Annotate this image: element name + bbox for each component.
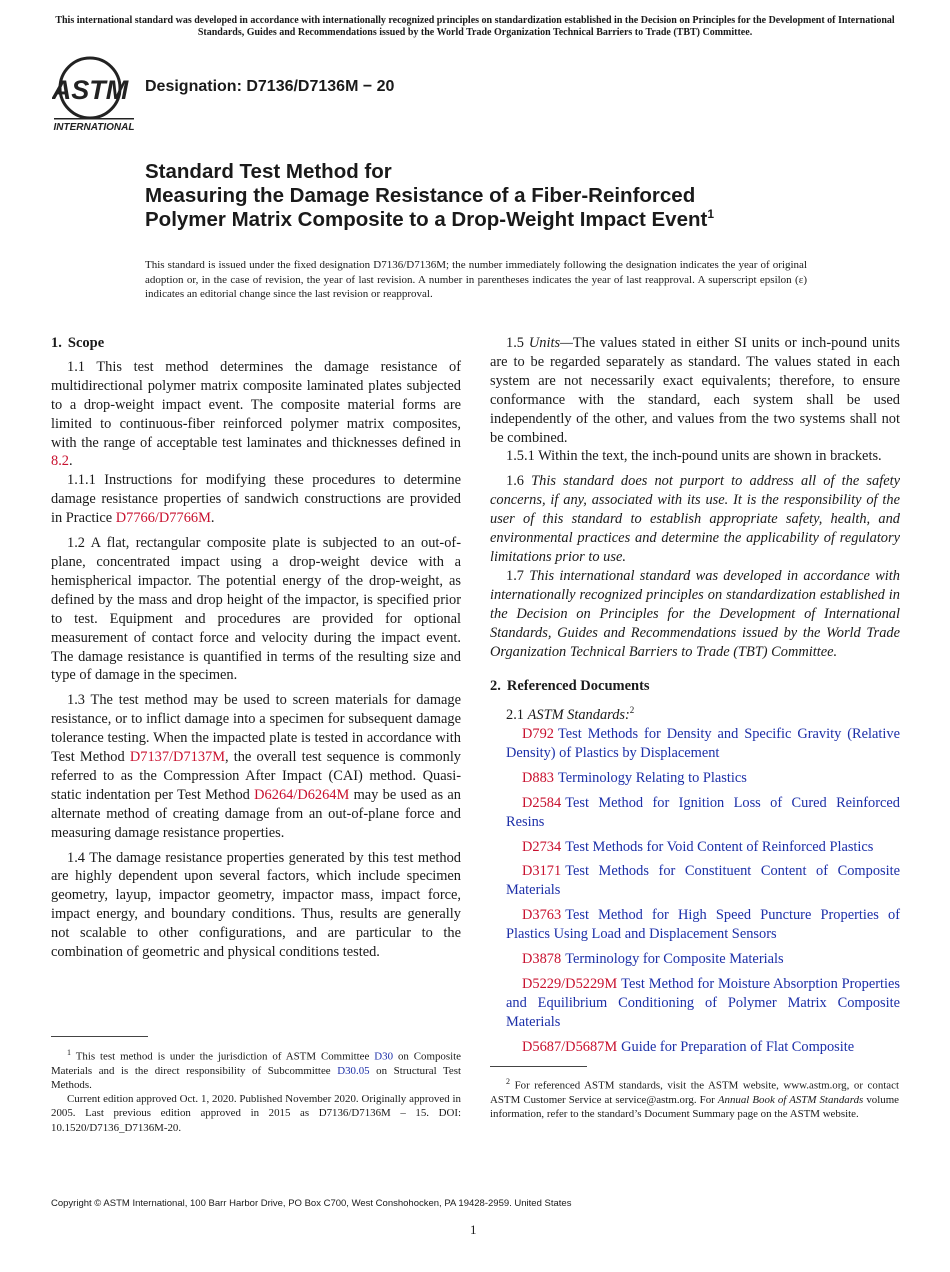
para-1-5-lead: 1.5 xyxy=(506,335,529,351)
wto-notice: This international standard was developed in accordance with internationally recognized principles on standardization established in the Decision on Principles for the Development of International Standards, Guides and Recommendations issued by the World Trade Organization Technical Barriers to Trade (TBT) Committee. xyxy=(55,15,895,38)
reference-title-link[interactable]: Test Methods for Void Content of Reinforced Plastics xyxy=(565,838,874,855)
logo-subtitle: INTERNATIONAL xyxy=(53,122,135,133)
para-1-4: 1.4 The damage resistance properties generated by this test method are highly dependent upon several factors, which include specimen geometry, layup, impactor geometry, impactor mass, impact force, impact energy, and boundary conditions. Thus, results are generally not scalable to other configurations, and are particular to the combination of geometric and physical conditions tested. xyxy=(51,849,461,961)
reference-standard-link[interactable]: D2734 xyxy=(522,838,562,855)
para-1-6 xyxy=(490,472,900,567)
left-column xyxy=(51,334,461,968)
footnote-2-para xyxy=(490,1075,899,1121)
reference-title-link[interactable]: Test Methods for Density and Specific Gravity (Relative Density) of Plastics by Displacement xyxy=(506,726,900,761)
footnote-1-edition: Current edition approved Oct. 1, 2020. Published November 2020. Originally approved in 2005. Last previous edition approved in 2015 as D7136/D7136M – 15. DOI: 10.1520/D7136_D7136M-20. xyxy=(51,1093,461,1134)
para-1-1-1-text: 1.1.1 Instructions for modifying these procedures to determine damage resistance properties of sandwich constructions are provided in Practice xyxy=(51,472,461,527)
link-d30[interactable]: D30 xyxy=(374,1050,394,1063)
footnote-rule-left xyxy=(51,1036,148,1037)
footnote-2 xyxy=(490,1075,899,1121)
reference-title-link[interactable]: Test Method for High Speed Puncture Properties of Plastics Using Load and Displacement Sensors xyxy=(506,907,900,943)
reference-item xyxy=(490,862,900,900)
para-1-1-text: 1.1 This test method determines the damage resistance of multidirectional polymer matrix composite laminated plates subjected to a drop-weight impact event. The composite material forms are limited to continuous-fiber reinforced polymer matrix composites, with the range of acceptable test laminates and thicknesses defined in xyxy=(51,358,461,451)
reference-item xyxy=(490,725,900,763)
logo-letters: ASTM xyxy=(52,75,129,105)
para-1-1 xyxy=(51,358,461,471)
para-2-1 xyxy=(490,701,900,725)
reference-list xyxy=(490,725,900,1057)
link-8-2[interactable]: 8.2 xyxy=(51,453,69,470)
para-1-6-lead: 1.6 xyxy=(506,473,532,490)
reference-standard-link[interactable]: D792 xyxy=(522,726,554,743)
title-line-1: Standard Test Method for xyxy=(145,160,392,183)
para-1-7-text: This international standard was developed in accordance with internationally recognized principles on standardization established in the Decision on Principles for the Development of International Standards, Guides and Recommendations issued by the World Trade Organization Technical Barriers to Trade (TBT) Committee. xyxy=(490,567,900,660)
para-1-3-c: may be used as an alternate method of creating damage from an out-of-plane force and measuring damage resistance properties. xyxy=(51,786,461,841)
para-2-1-mark: 2 xyxy=(629,705,635,716)
link-d7137[interactable]: D7137/D7137M xyxy=(129,749,226,766)
reference-standard-link[interactable]: D2584 xyxy=(522,794,562,811)
reference-item xyxy=(490,1038,900,1057)
reference-standard-link[interactable]: D883 xyxy=(522,769,554,786)
para-1-1-1-end: . xyxy=(210,510,215,527)
astm-logo xyxy=(52,56,136,134)
reference-item xyxy=(490,975,900,1032)
reference-standard-link[interactable]: D3763 xyxy=(522,907,562,924)
footnote-1-b: on Composite Materials and is the direct responsibility of Subcommittee xyxy=(51,1050,461,1077)
scope-heading xyxy=(51,334,461,353)
reference-item xyxy=(490,838,900,857)
refdocs-heading xyxy=(490,677,900,696)
para-1-1-end: . xyxy=(69,453,73,470)
reference-standard-link[interactable]: D3878 xyxy=(522,951,562,968)
reference-title-link[interactable]: Test Method for Ignition Loss of Cured Reinforced Resins xyxy=(506,794,900,830)
link-d30-05[interactable]: D30.05 xyxy=(337,1064,370,1077)
footnote-1 xyxy=(51,1046,461,1135)
refdocs-heading-text: Referenced Documents xyxy=(506,678,650,695)
para-1-3-b: , the overall test sequence is commonly referred to as the Compression After Impact (CAI) method. Quasi-static indentation per Test Method xyxy=(51,749,462,803)
para-1-3 xyxy=(51,691,461,842)
para-1-1-1 xyxy=(51,471,461,528)
issuance-statement: This standard is issued under the fixed designation D7136/D7136M; the number immediately following the designation indicates the year of original adoption or, in the case of revision, the year of last revision. A number in parentheses indicates the year of last reapproval. A superscript epsilon (ε) indicates an editorial change since the last revision or reapproval. xyxy=(145,259,807,300)
reference-title-link[interactable]: Test Methods for Constituent Content of Composite Materials xyxy=(506,863,900,899)
footnote-2-a: For referenced ASTM standards, visit the ASTM website, www.astm.org, or contact ASTM Customer Service at service@astm.org. For xyxy=(490,1079,899,1106)
page-number: 1 xyxy=(470,1222,477,1237)
reference-item xyxy=(490,794,900,832)
link-d6264[interactable]: D6264/D6264M xyxy=(254,786,350,803)
footnote-1-a: This test method is under the jurisdiction of ASTM Committee xyxy=(71,1050,375,1063)
reference-title-link[interactable]: Guide for Preparation of Flat Composite xyxy=(621,1038,855,1055)
copyright-line: Copyright © ASTM International, 100 Barr Harbor Drive, PO Box C700, West Conshohocken, PA 19428-2959. United States xyxy=(51,1198,572,1209)
title-line-3 xyxy=(145,208,845,232)
refdocs-number: 2. xyxy=(490,678,501,695)
footnote-1-mark: 1 xyxy=(67,1048,71,1057)
title-line-3-text: Polymer Matrix Composite to a Drop-Weight Impact Event xyxy=(145,208,708,231)
scope-heading-text: Scope xyxy=(67,335,105,351)
reference-title-link[interactable]: Terminology Relating to Plastics xyxy=(557,769,747,786)
title-line-2: Measuring the Damage Resistance of a Fiber-Reinforced xyxy=(145,184,696,207)
scope-number: 1. xyxy=(51,335,62,351)
para-2-1-label: ASTM Standards: xyxy=(527,707,630,724)
para-1-3-a: 1.3 The test method may be used to screen materials for damage resistance, or to inflict damage into a specimen for subsequent damage tolerance testing. When the impacted plate is tested in accordance with Test Method xyxy=(51,692,461,766)
reference-item xyxy=(490,906,900,944)
para-1-5 xyxy=(490,334,900,447)
para-1-2: 1.2 A flat, rectangular composite plate is subjected to an out-of-plane, concentrated impact using a drop-weight device with a hemispherical impactor. The potential energy of the drop-weight, as defined by the mass and drop height of the impactor, is specified prior to test. Equipment and procedures are provided for optional measurement of contact force and velocity during the impact event. The damage resistance is quantified in terms of the resulting size and type of damage in the specimen. xyxy=(51,535,461,684)
reference-title-link[interactable]: Terminology for Composite Materials xyxy=(565,951,784,968)
footnote-1-para xyxy=(51,1046,461,1092)
reference-item xyxy=(490,950,900,969)
footnote-rule-right xyxy=(490,1066,587,1067)
reference-item xyxy=(490,769,900,788)
reference-title-link[interactable]: Test Method for Moisture Absorption Properties and Equilibrium Conditioning of Polymer Matrix Composite Materials xyxy=(506,975,900,1030)
reference-standard-link[interactable]: D5687/D5687M xyxy=(522,1038,618,1055)
para-1-7 xyxy=(490,567,900,662)
reference-standard-link[interactable]: D5229/D5229M xyxy=(522,975,618,992)
footnote-2-italic: Annual Book of ASTM Standards xyxy=(717,1093,864,1106)
para-1-5-text: The values stated in either SI units or inch-pound units are to be regarded separately as standard. The values stated in each system are not necessarily exact equivalents; therefore, to ensure conformance with the standard, each system shall be used independently of the other, and values from the two systems shall not be combined. xyxy=(490,335,900,446)
document-title xyxy=(145,160,845,232)
footnote-1-c: on Structural Test Methods. xyxy=(51,1064,461,1092)
footnote-2-b: volume information, refer to the standard’s Document Summary page on the ASTM website. xyxy=(490,1093,900,1121)
designation: Designation: D7136/D7136M − 20 xyxy=(145,78,395,95)
para-1-7-lead: 1.7 xyxy=(506,567,530,584)
footnote-2-mark: 2 xyxy=(506,1077,510,1086)
right-column xyxy=(490,334,900,1063)
para-1-5-label: Units— xyxy=(528,335,573,351)
para-1-5-1: 1.5.1 Within the text, the inch-pound units are shown in brackets. xyxy=(506,448,882,465)
title-footnote-mark: 1 xyxy=(707,207,715,222)
reference-standard-link[interactable]: D3171 xyxy=(522,863,562,880)
para-1-6-text: This standard does not purport to address all of the safety concerns, if any, associated with its use. It is the responsibility of the user of this standard to establish appropriate safety, health, and environmental practices and determine the applicability of regulatory limitations prior to use. xyxy=(490,473,900,565)
para-2-1-lead: 2.1 xyxy=(506,707,528,724)
link-d7766[interactable]: D7766/D7766M xyxy=(115,510,211,527)
